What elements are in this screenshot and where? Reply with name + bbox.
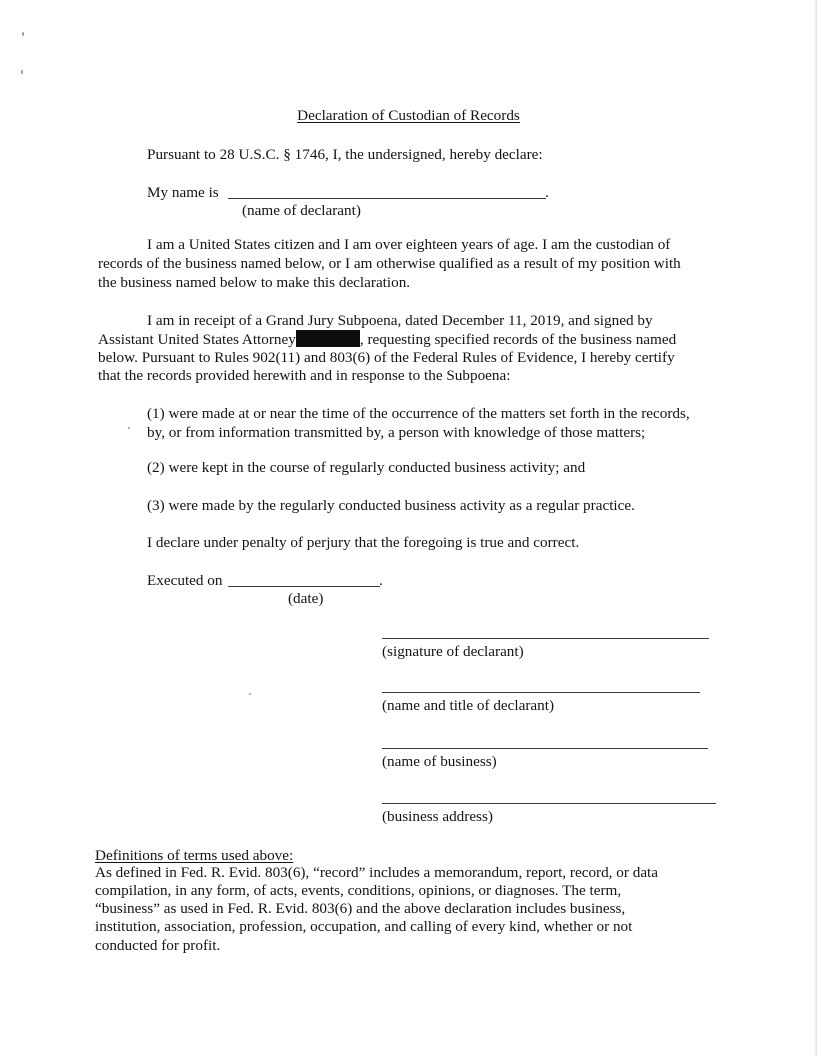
execution-date-blank <box>228 586 380 587</box>
declarant-name-blank <box>228 198 546 199</box>
attorney-suffix: , requesting specified records of the business named <box>359 331 677 348</box>
document-title: Declaration of Custodian of Records <box>297 107 520 124</box>
definitions-line-3: “business” as used in Fed. R. Evid. 803(6) and the above declaration includes business, <box>95 900 626 917</box>
definitions-line-2: compilation, in any form, of acts, events, conditions, opinions, or diagnoses. The term, <box>95 882 622 899</box>
definitions-line-5: conducted for profit. <box>95 937 221 954</box>
certification-item-3: (3) were made by the regularly conducted business activity as a regular practice. <box>147 497 635 514</box>
signature-caption: (signature of declarant) <box>382 643 524 660</box>
executed-on-label: Executed on <box>147 572 223 589</box>
business-address-caption: (business address) <box>382 808 493 825</box>
scan-speck <box>249 693 251 695</box>
name-title-blank <box>382 692 700 693</box>
redacted-attorney-name <box>296 330 360 347</box>
executed-period: . <box>379 572 383 589</box>
certification-item-2: (2) were kept in the course of regularly conducted business activity; and <box>147 459 586 476</box>
business-name-blank <box>382 748 708 749</box>
paragraph-citizenship-line-1: I am a United States citizen and I am over eighteen years of age. I am the custodian of <box>147 236 671 253</box>
scan-speck <box>21 70 23 74</box>
scan-speck <box>128 427 130 429</box>
certification-item-1-line-2: by, or from information transmitted by, a person with knowledge of those matters; <box>147 424 646 441</box>
declarant-name-caption: (name of declarant) <box>242 202 361 219</box>
signature-blank <box>382 638 709 639</box>
intro-statement: Pursuant to 28 U.S.C. § 1746, I, the undersigned, hereby declare: <box>147 146 543 163</box>
paragraph-citizenship-line-2: records of the business named below, or I am otherwise qualified as a result of my position with <box>98 255 681 272</box>
penalty-statement: I declare under penalty of perjury that the foregoing is true and correct. <box>147 534 580 551</box>
scan-speck <box>22 32 24 36</box>
business-address-blank <box>382 803 716 804</box>
name-title-caption: (name and title of declarant) <box>382 697 555 714</box>
business-name-caption: (name of business) <box>382 753 497 770</box>
paragraph-subpoena-line-4: that the records provided herewith and in response to the Subpoena: <box>98 367 511 384</box>
execution-date-caption: (date) <box>288 590 324 607</box>
paragraph-citizenship-line-3: the business named below to make this declaration. <box>98 274 411 291</box>
definitions-line-4: institution, association, profession, occupation, and calling of every kind, whether or not <box>95 918 633 935</box>
name-period: . <box>545 184 549 201</box>
paragraph-subpoena-line-1: I am in receipt of a Grand Jury Subpoena, dated December 11, 2019, and signed by <box>147 312 653 329</box>
paragraph-subpoena-line-3: below. Pursuant to Rules 902(11) and 803(6) of the Federal Rules of Evidence, I hereby certify <box>98 349 675 366</box>
name-label: My name is <box>147 184 219 201</box>
definitions-heading: Definitions of terms used above: <box>95 847 294 864</box>
paragraph-subpoena-line-2 <box>98 330 676 349</box>
certification-item-1-line-1: (1) were made at or near the time of the occurrence of the matters set forth in the records, <box>147 405 690 422</box>
attorney-prefix: Assistant United States Attorney <box>98 331 296 348</box>
definitions-line-1: As defined in Fed. R. Evid. 803(6), “record” includes a memorandum, report, record, or data <box>95 864 659 881</box>
